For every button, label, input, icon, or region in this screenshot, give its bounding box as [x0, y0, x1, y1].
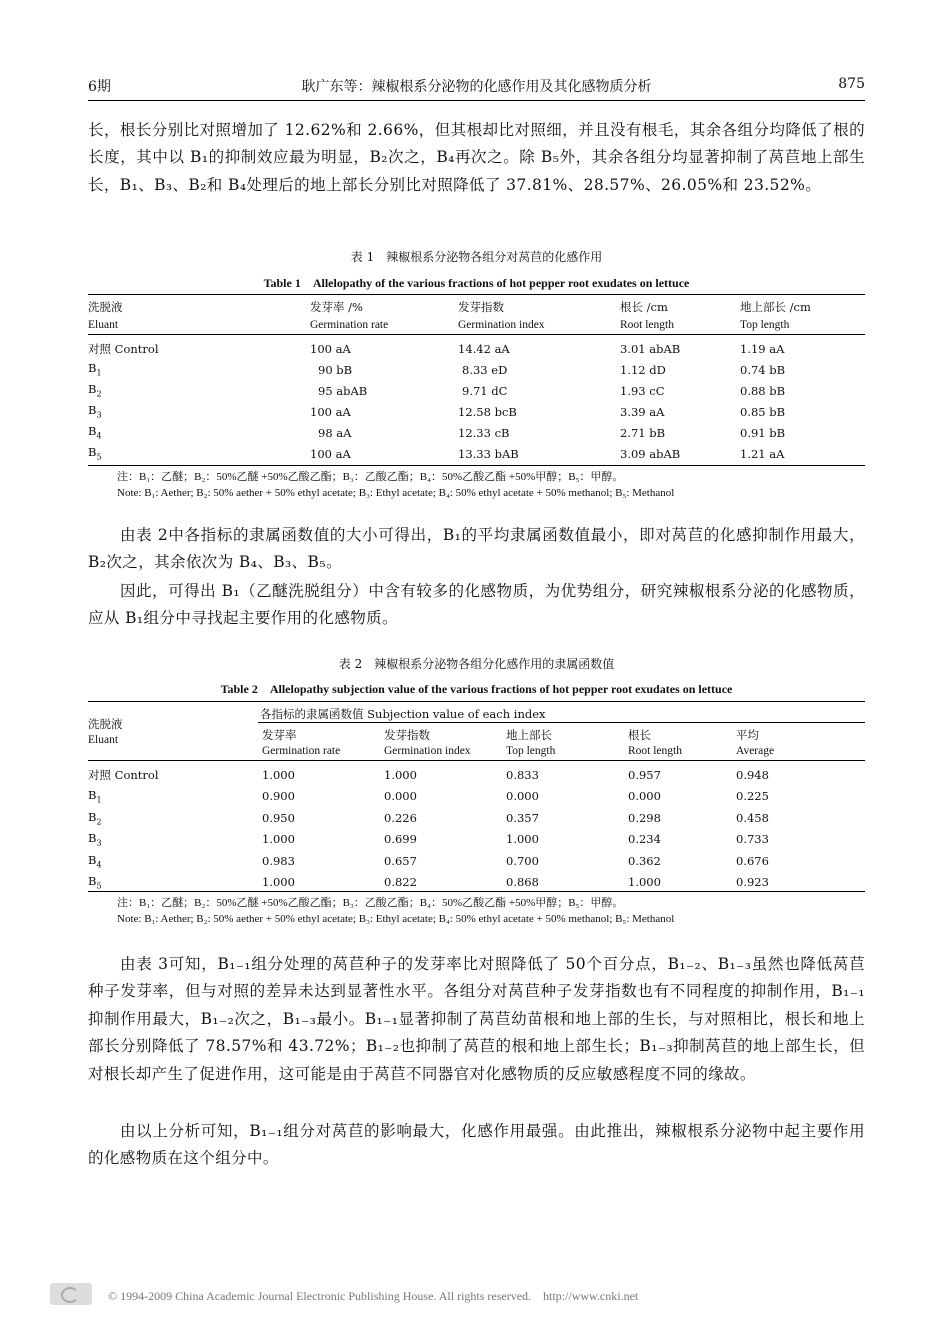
table1-header-cn: 根长 /cm — [620, 300, 668, 314]
table2-caption-cn: 表 2 辣椒根系分泌物各组分化感作用的隶属函数值 — [338, 657, 615, 671]
table1-caption-en: Table 1 Allelopathy of the various fractions of hot pepper root exudates on lettuce — [263, 276, 690, 290]
table-row: $B_3$ 1.000 0.699 1.000 0.234 0.733 — [88, 831, 769, 848]
table-row: $B_5$ 1.000 0.822 0.868 1.000 0.923 — [88, 874, 769, 891]
running-header — [88, 76, 865, 100]
table1-caption-cn: 表 1 辣椒根系分泌物各组分对莴苣的化感作用 — [350, 250, 603, 264]
table2-header-en: Average — [736, 745, 775, 758]
table-row: $B_4$ 0.983 0.657 0.700 0.362 0.676 — [88, 852, 769, 869]
paragraph-3: 因此，可得出 B₁（乙醚洗脱组分）中含有较多的化感物质，为优势组分，研究辣椒根系分泌的化感物质，应从 B₁组分中寻找起主要作用的化感物质。 — [88, 582, 865, 628]
table2-header-cn: 发芽率 — [262, 727, 297, 742]
table-row: $B_1$ 90 bB 8.33 eD 1.12 dD 0.74 bB — [88, 361, 786, 378]
table2-eluant-cn: 洗脱液 — [88, 717, 123, 731]
copyright-text: © 1994-2009 China Academic Journal Electronic Publishing House. All rights reserved. http://www.cnki.net — [108, 1289, 639, 1303]
header-rule — [88, 100, 865, 101]
table2-group-header: 各指标的隶属函数值 Subjection value of each index — [260, 707, 546, 721]
table1-note-en: Note: B₁: Aether; B₂: 50% aether + 50% ethyl acetate; B₃: Ethyl acetate; B₄: 50% ethyl acetate + 50% methanol; B₅: Methanol — [117, 487, 675, 499]
issue-number: 6期 — [88, 79, 111, 95]
running-title: 耿广东等：辣椒根系分泌物的化感作用及其化感物质分析 — [301, 79, 652, 95]
table-row: $B_2$ 0.950 0.226 0.357 0.298 0.458 — [88, 809, 769, 826]
table1-header-en: Eluant — [88, 318, 119, 331]
copyright-footer — [50, 1283, 850, 1309]
table2-header-cn: 发芽指数 — [384, 727, 430, 742]
table-row: $B_1$ 0.900 0.000 0.000 0.000 0.225 — [88, 788, 769, 805]
table-row: $B_3$ 100 aA 12.58 bcB 3.39 aA 0.85 bB — [88, 403, 786, 420]
table2-header-cn: 平均 — [736, 727, 759, 742]
table-row: 对照 Control 100 aA 14.42 aA 3.01 abAB 1.19 aA — [88, 341, 785, 356]
table-row: $B_5$ 100 aA 13.33 bAB 3.09 abAB 1.21 aA — [88, 445, 785, 462]
table2-bottom-rule — [88, 891, 865, 892]
table-row: $B_2$ 95 abAB 9.71 dC 1.93 cC 0.88 bB — [88, 382, 786, 399]
table2-note-cn: 注：B₁：乙醚；B₂：50%乙醚 +50%乙酸乙酯；B₃：乙酸乙酯；B₄：50%乙酸乙酯 +50%甲醇；B₅：甲醇。 — [117, 897, 624, 909]
table1-note-cn: 注：B₁：乙醚；B₂：50%乙醚 +50%乙酸乙酯；B₃：乙酸乙酯；B₄：50%乙酸乙酯 +50%甲醇；B₅：甲醇。 — [117, 471, 624, 483]
table1-header-cn: 发芽指数 — [458, 300, 504, 314]
table2 — [88, 726, 865, 893]
table-row: 对照 Control 1.000 1.000 0.833 0.957 0.948 — [88, 767, 769, 782]
paragraph-2: 由表 2中各指标的隶属函数值的大小可得出，B₁的平均隶属函数值最小，即对莴苣的化感抑制作用最大，B₂次之，其余依次为 B₄、B₃、B₅。 — [88, 526, 865, 572]
table1-header-en: Root length — [620, 318, 674, 331]
table2-caption-en: Table 2 Allelopathy subjection value of the various fractions of hot pepper root exudates on lettuce — [220, 682, 733, 696]
table1-top-rule — [88, 294, 865, 295]
table2-top-rule — [88, 701, 865, 702]
table1-header-cn: 洗脱液 — [88, 300, 123, 314]
table1-header-en: Top length — [740, 318, 790, 331]
table2-header-cn: 地上部长 — [506, 727, 552, 742]
table2-group-rule — [258, 722, 865, 723]
table2-header-en: Germination rate — [262, 745, 341, 758]
table2-header-en: Root length — [628, 745, 682, 758]
table2-note-en: Note: B₁: Aether; B₂: 50% aether + 50% ethyl acetate; B₃: Ethyl acetate; B₄: 50% ethyl acetate + 50% methanol; B₅: Methanol — [117, 913, 675, 925]
table1-header-cn: 发芽率 /% — [310, 300, 363, 314]
paragraph-5: 由以上分析可知，B₁₋₁组分对莴苣的影响最大，化感作用最强。由此推出，辣椒根系分泌物中起主要作用的化感物质在这个组分中。 — [88, 1122, 865, 1168]
table1-bottom-rule — [88, 465, 865, 466]
table1 — [88, 298, 865, 464]
cnki-logo-icon — [50, 1283, 92, 1305]
table2-header-en: Germination index — [384, 745, 471, 758]
table2-eluant-en: Eluant — [88, 734, 119, 746]
page-number: 875 — [838, 76, 865, 92]
table2-header-cn: 根长 — [628, 727, 651, 742]
table2-header-en: Top length — [506, 745, 556, 758]
paragraph-1: 长，根长分别比对照增加了 12.62%和 2.66%，但其根却比对照细，并且没有根毛，其余各组分均降低了根的长度，其中以 B₁的抑制效应最为明显，B₂次之，B₄再次之。除 B₅外，其余各组分均显著抑制了莴苣地上部生长，B₁、B₃、B₂和 B₄处理后的地上部长分别比对照降低了 37.81%、28.57%、26.05%和 23.52%。 — [88, 121, 865, 194]
table1-header-cn: 地上部长 /cm — [740, 300, 811, 314]
table-row: $B_4$ 98 aA 12.33 cB 2.71 bB 0.91 bB — [88, 424, 786, 441]
table1-header-en: Germination rate — [310, 318, 389, 331]
table1-header-en: Germination index — [458, 318, 545, 331]
paragraph-4: 由表 3可知，B₁₋₁组分处理的莴苣种子的发芽率比对照降低了 50个百分点，B₁₋₂、B₁₋₃虽然也降低莴苣种子发芽率，但与对照的差异未达到显著性水平。各组分对莴苣种子发芽指数也有不同程度的抑制作用，B₁₋₁抑制作用最大，B₁₋₂次之，B₁₋₃最小。B₁₋₁显著抑制了莴苣幼苗根和地上部的生长，与对照相比，根长和地上部长分别降低了 78.57%和 43.72%；B₁₋₂也抑制了莴苣的根和地上部生长；B₁₋₃抑制莴苣的地上部生长，但对根长却产生了促进作用，这可能是由于莴苣不同器官对化感物质的反应敏感程度不同的缘故。 — [88, 955, 865, 1083]
